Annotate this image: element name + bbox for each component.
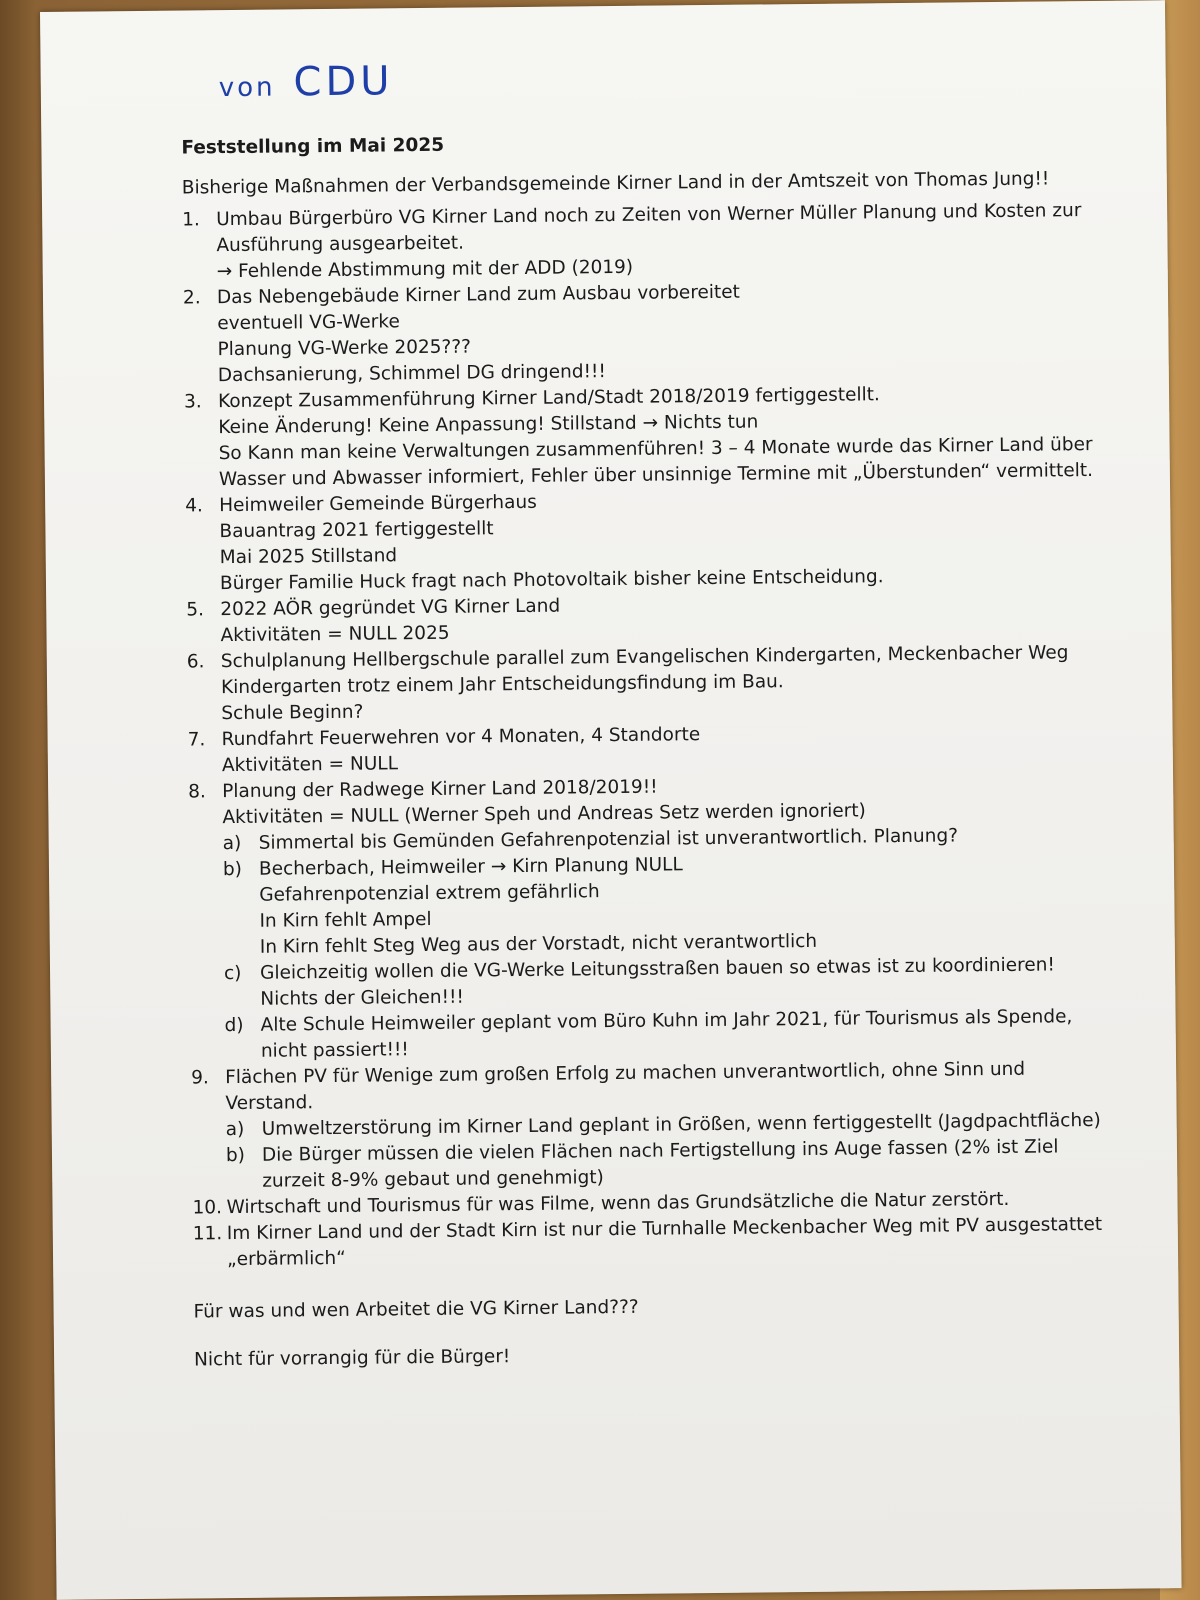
sub-item-line: In Kirn fehlt Ampel [259,908,432,932]
list-item-line: Aktivitäten = NULL [221,753,399,777]
sub-item-number: c) [223,962,242,985]
sub-item-number: a) [225,1118,245,1141]
list-item-line: Dachsanierung, Schimmel DG dringend!!! [217,361,606,387]
list-item-line: Konzept Zusammenführung Kirner Land/Stadt 2018/2019 fertiggestellt. [217,384,880,413]
list-item-number: 3. [183,391,202,413]
list-item-line: Schule Beginn? [221,701,364,725]
handwritten-note [219,58,394,106]
list-item-line: Bürger Familie Huck fragt nach Photovoltaik bisher keine Entscheidung. [219,566,884,595]
handwritten-party: CDU [293,58,394,106]
list-item-line: Planung VG-Werke 2025??? [217,336,472,361]
list-item-line: Im Kirner Land und der Stadt Kirn ist nur die Turnhalle Meckenbacher Weg mit PV ausgestattet „erbärmlich“ [226,1213,1103,1271]
list-item-number: 11. [192,1223,223,1245]
sub-item [224,952,1110,1013]
numbered-list [182,198,1113,1274]
document-body [181,126,1114,1374]
list-item-line: Umbau Bürgerbüro VG Kirner Land noch zu Zeiten von Werner Müller Planung und Kosten zur Ausführung ausgearbeitet. [216,200,1082,257]
sub-item-line: Gleichzeitig wollen die VG-Werke Leitungsstraßen bauen so etwas ist zu koordinieren! [259,954,1055,984]
list-item-number: 9. [191,1067,209,1089]
list-item [188,770,1111,1066]
list-item [193,1212,1113,1274]
list-item [185,484,1106,598]
list-item-line: Keine Änderung! Keine Anpassung! Stillstand → Nichts tun [218,411,759,439]
sub-item-line: Umweltzerstörung im Kirner Land geplant in Größen, wenn fertiggestellt (Jagdpachtfläche) [261,1109,1101,1140]
sub-item-number: b) [225,1144,246,1167]
sub-item-line: Nichts der Gleichen!!! [260,986,464,1010]
list-item-line: Planung der Radwege Kirner Land 2018/2019!! [222,776,658,803]
list-item-number: 2. [182,287,201,309]
list-item-line: Flächen PV für Wenige zum großen Erfolg zu machen unverantwortlich, ohne Sinn und Verstand. [225,1058,1026,1115]
closing-statement: Nicht für vorrangig für die Bürger! [194,1346,511,1371]
sub-item-line: Simmertal bis Gemünden Gefahrenpotenzial ist unverantwortlich. Planung? [258,825,959,854]
sub-item [226,1134,1112,1195]
list-item-line: Wirtschaft und Tourismus für was Filme, wenn das Grundsätzliche die Natur zerstört. [226,1188,1010,1219]
list-item-number: 7. [187,729,206,751]
list-item-number: 4. [185,495,203,517]
list-item-line: Mai 2025 Stillstand [219,545,398,569]
handwritten-prefix: von [218,72,276,104]
sub-item-line: Alte Schule Heimweiler geplant vom Büro Kuhn im Jahr 2021, für Tourismus als Spende, nicht passiert!!! [260,1006,1073,1062]
list-item-line: Heimweiler Gemeinde Bürgerhaus [219,491,537,517]
list-item [188,718,1108,780]
list-item [184,380,1105,494]
list-item-number: 1. [182,209,200,231]
list-item-line: → Fehlende Abstimmung mit der ADD (2019) [216,256,634,283]
list-item [182,198,1103,286]
sub-item-number: d) [224,1014,244,1037]
list-item-line: Schulplanung Hellbergschule parallel zum Evangelischen Kindergarten, Meckenbacher Weg [220,642,1069,673]
document-intro: Bisherige Maßnahmen der Verbandsgemeinde Kirner Land in der Amtszeit von Thomas Jung!! [181,168,1050,199]
sub-item-line: Gefahrenpotenzial extrem gefährlich [259,881,600,906]
sub-item-number: a) [222,832,242,855]
document-page [40,0,1182,1600]
list-item-line: Kindergarten trotz einem Jahr Entscheidungsfindung im Bau. [220,671,784,699]
sub-item-line: In Kirn fehlt Steg Weg aus der Vorstadt, nicht verantwortlich [259,930,818,958]
list-item-line: Aktivitäten = NULL 2025 [220,622,450,647]
sub-item [224,1004,1110,1065]
sub-item-number: b) [222,858,243,881]
list-item-line: Rundfahrt Feuerwehren vor 4 Monaten, 4 Standorte [221,724,701,751]
list-item-line: So Kann man keine Verwaltungen zusammenführen! 3 – 4 Monate wurde das Kirner Land über Wasser und Abwasser informiert, Fehler über unsinnige Termine mit „Überstunden“ vermittelt. [218,434,1094,491]
list-item-number: 10. [192,1197,223,1219]
sub-item-line: Die Bürger müssen die vielen Flächen nach Fertigstellung ins Auge fassen (2% ist Ziel zurzeit 8-9% gebaut und genehmigt) [261,1136,1059,1192]
list-item-line: Bauantrag 2021 fertiggestellt [219,518,494,543]
closing-question: Für was und wen Arbeitet die VG Kirner Land??? [193,1296,639,1323]
list-item-number: 5. [186,599,205,621]
list-item-line: 2022 AÖR gegründet VG Kirner Land [220,595,561,621]
list-item-number: 6. [186,651,205,673]
list-item [186,588,1106,650]
list-item-line: Das Nebengebäude Kirner Land zum Ausbau vorbereitet [216,281,740,309]
list-item-number: 8. [188,781,206,803]
sub-item [223,848,1110,961]
list-item-line: eventuell VG-Werke [217,311,400,335]
list-item [191,1056,1112,1196]
list-item [183,276,1104,390]
list-item [187,640,1108,728]
document-title: Feststellung im Mai 2025 [181,134,445,159]
sub-item-line: Becherbach, Heimweiler → Kirn Planung NULL [258,854,683,880]
list-item-line: Aktivitäten = NULL (Werner Speh und Andreas Setz werden ignoriert) [222,800,866,829]
